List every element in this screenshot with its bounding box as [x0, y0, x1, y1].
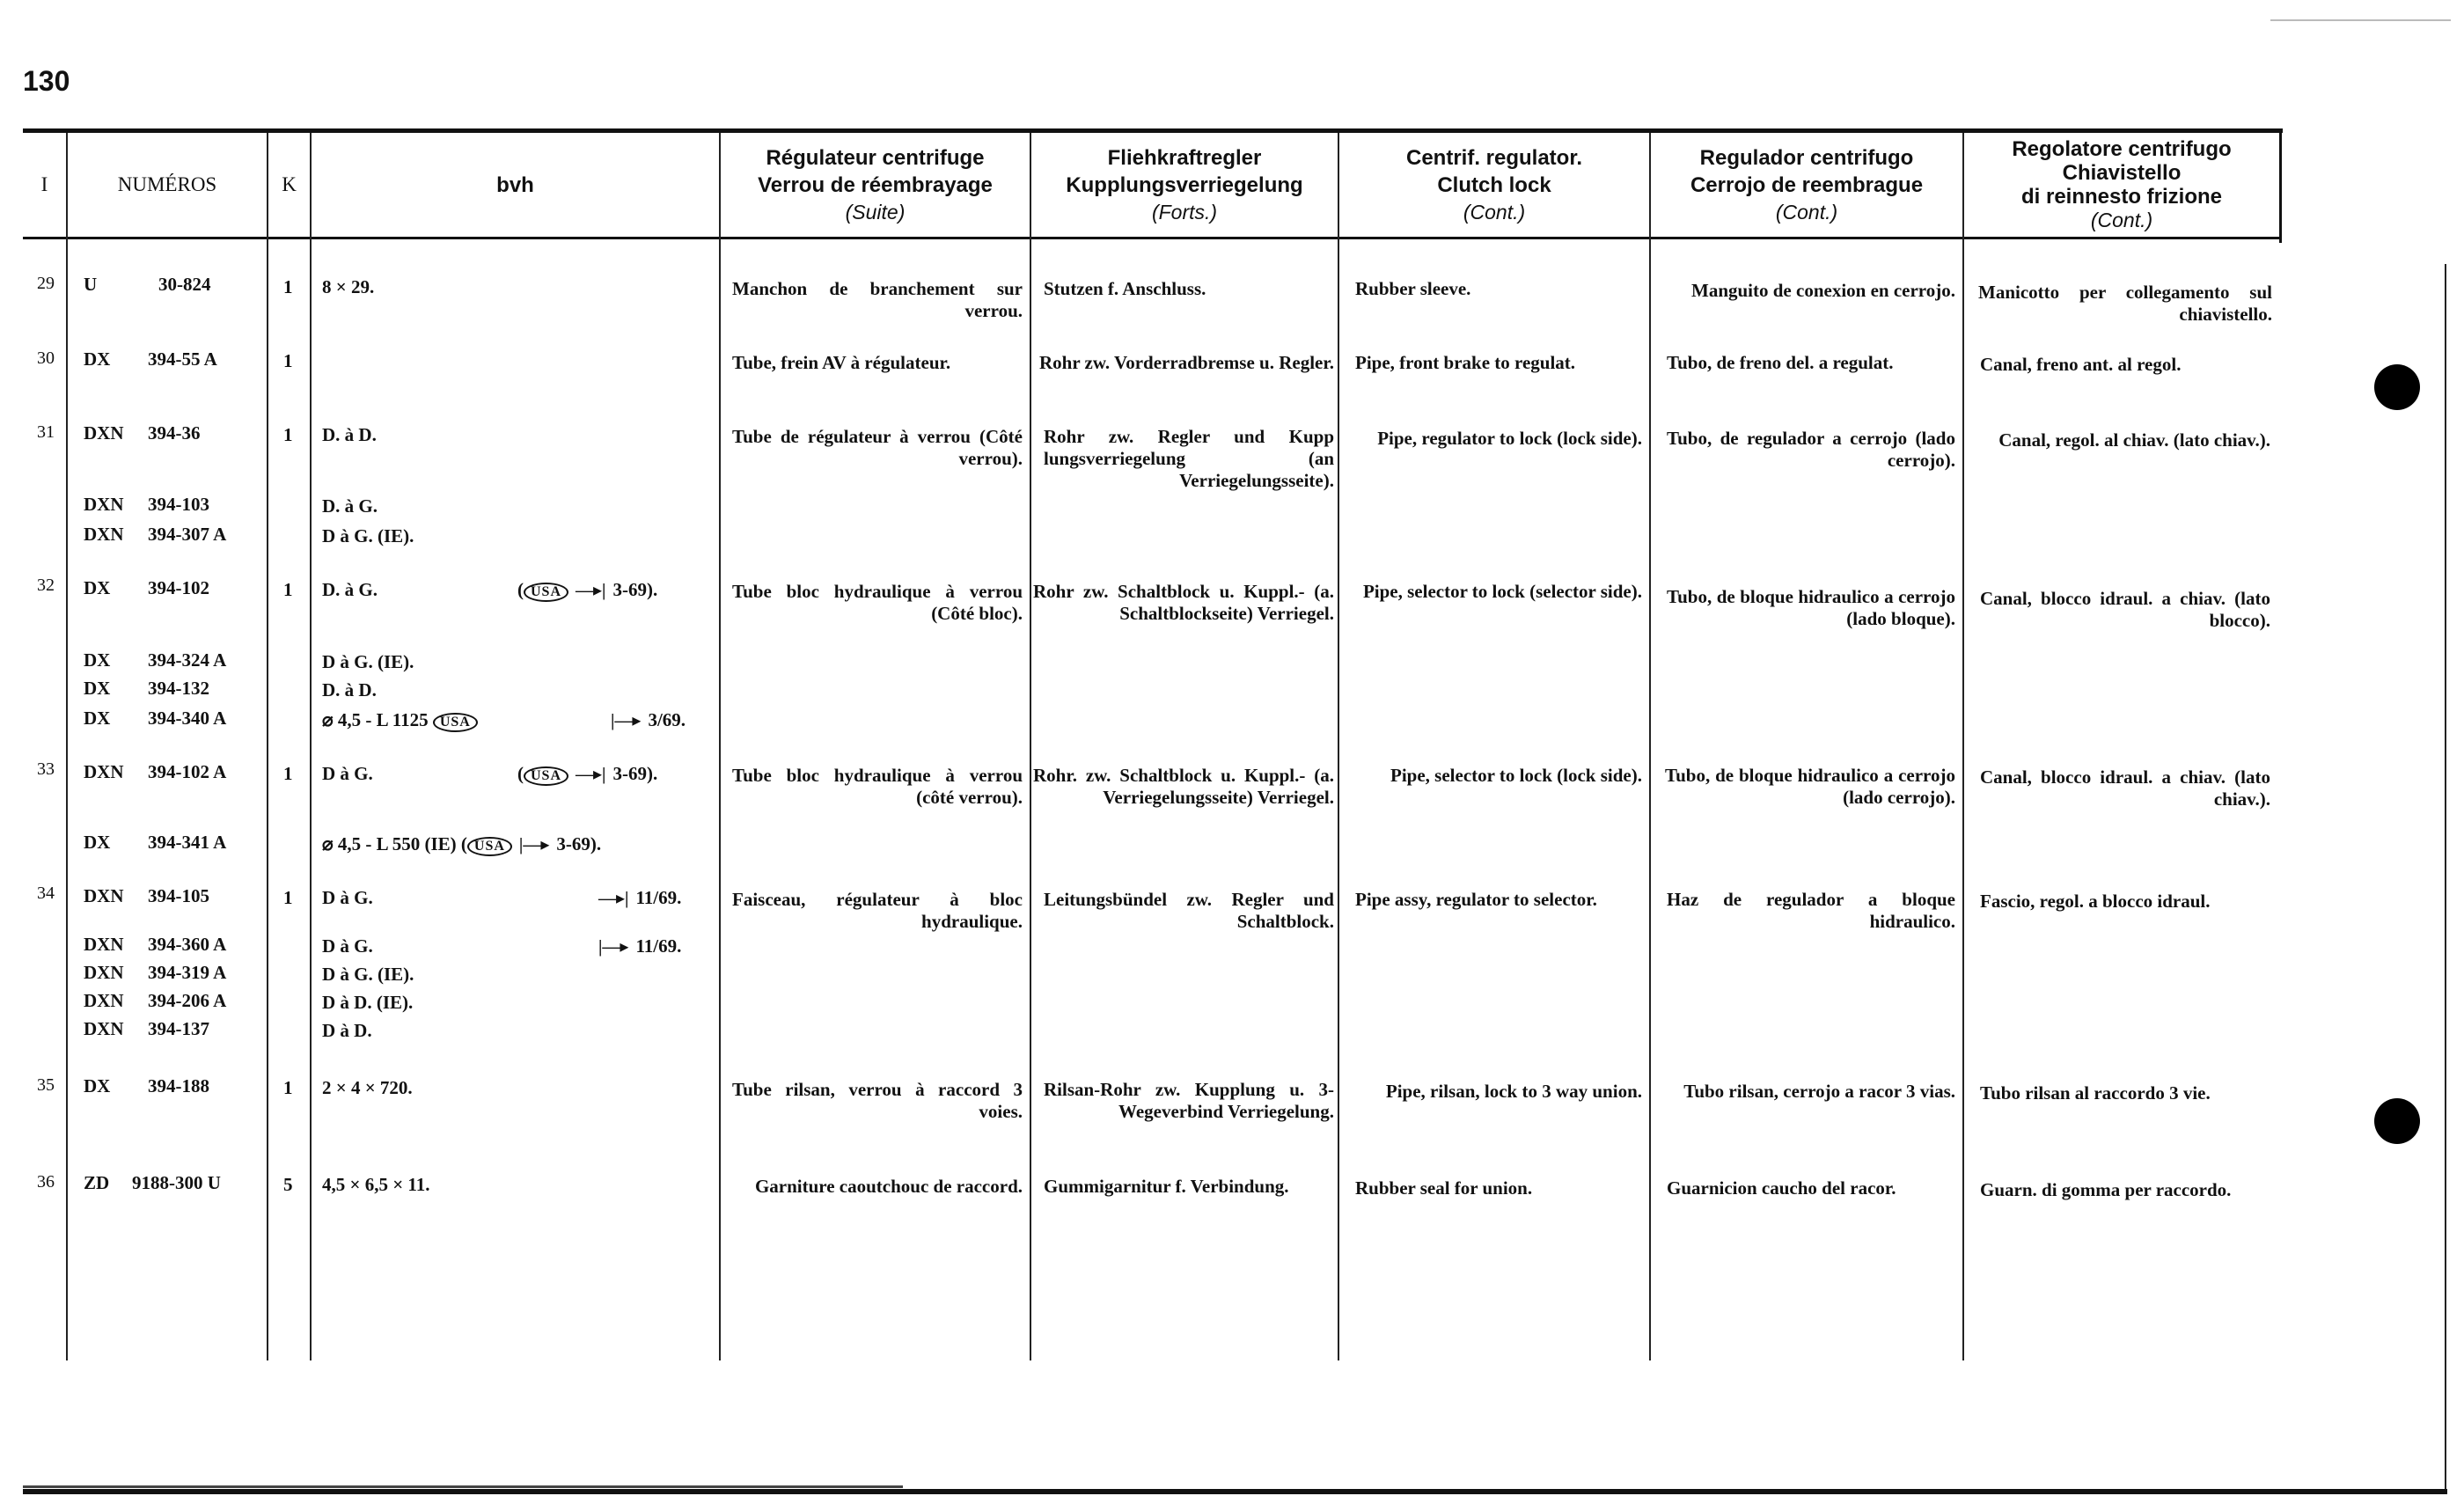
header-french: Régulateur centrifuge Verrou de réembrayage (Suite): [758, 145, 993, 224]
part-prefix: DXN: [84, 990, 124, 1011]
part-prefix: DXN: [84, 494, 124, 515]
bvh-spec: D. à G.: [322, 579, 378, 600]
desc-spanish: Tubo, de bloque hidraulico a cerrojo (lado bloque).: [1667, 586, 1955, 629]
header-k: K: [282, 173, 297, 195]
part-number: 394-102 A: [148, 761, 227, 782]
usa-badge: USA: [524, 583, 568, 602]
part-number: 394-188: [148, 1075, 209, 1096]
desc-french: Tube de régulateur à verrou (Côté verrou).: [732, 426, 1023, 469]
bvh-spec: D à G. (IE).: [322, 651, 414, 672]
part-prefix: DXN: [84, 962, 124, 983]
row-index: 35: [37, 1075, 55, 1095]
part-number: 394-55 A: [148, 348, 217, 370]
part-prefix: DXN: [84, 885, 124, 906]
header-numeros: NUMÉROS: [117, 173, 217, 195]
desc-english: Rubber seal for union.: [1355, 1177, 1533, 1199]
desc-french: Manchon de branchement sur verrou.: [732, 278, 1023, 321]
desc-spanish: Tubo, de regulador a cerrojo (lado cerrojo).: [1667, 428, 1955, 471]
arrow-to-bar-icon: —▸|: [576, 581, 606, 600]
col-divider: [1962, 133, 1964, 1360]
row-index: 32: [37, 576, 55, 595]
date-note: —▸| 11/69.: [598, 887, 682, 908]
desc-spanish: Manguito de conexion en cerrojo.: [1691, 280, 1955, 301]
page-number: 130: [23, 65, 70, 97]
part-prefix: DXN: [84, 524, 124, 545]
part-number: 394-102: [148, 577, 209, 598]
table-right-edge: [2279, 128, 2282, 243]
part-prefix: DX: [84, 649, 111, 671]
header-german: Fliehkraftregler Kupplungsverriegelung (Forts.): [1066, 145, 1303, 224]
header-spanish: Regulador centrifugo Cerrojo de reembrague (Cont.): [1690, 145, 1924, 224]
bvh-spec: 4,5 × 6,5 × 11.: [322, 1174, 430, 1195]
desc-italian: Canal, blocco idraul. a chiav. (lato blocco).: [1980, 588, 2270, 631]
part-prefix: DX: [84, 1075, 111, 1096]
desc-french: Tube bloc hydraulique à verrou (Côté bloc).: [732, 581, 1023, 624]
usa-note: ( USA —▸| 3-69).: [517, 763, 658, 784]
part-number: 394-324 A: [148, 649, 227, 671]
part-number: 394-132: [148, 678, 209, 699]
bvh-spec: ⌀ 4,5 - L 1125 USA: [322, 709, 478, 732]
desc-french: Tube, frein AV à régulateur.: [732, 352, 951, 373]
arrow-to-bar-icon: —▸|: [598, 889, 629, 908]
header-index: I: [40, 173, 48, 195]
desc-french: Faisceau, régulateur à bloc hydraulique.: [732, 889, 1023, 932]
desc-english: Pipe, rilsan, lock to 3 way union.: [1385, 1081, 1642, 1102]
bvh-spec: D. à G.: [322, 495, 378, 517]
desc-spanish: Tubo rilsan, cerrojo a racor 3 vias.: [1683, 1081, 1955, 1102]
part-prefix: DX: [84, 832, 111, 853]
part-number: 394-307 A: [148, 524, 227, 545]
date-note: |—▸ 3/69.: [611, 709, 686, 730]
bvh-spec: D à G.: [322, 935, 373, 957]
bottom-rule: [23, 1489, 2447, 1494]
quantity: 1: [283, 887, 293, 908]
part-prefix: U: [84, 274, 98, 295]
quantity: 5: [283, 1174, 293, 1195]
desc-italian: Canal, freno ant. al regol.: [1980, 354, 2182, 375]
page-right-edge: [2445, 264, 2446, 1492]
bvh-spec: D à G. (IE).: [322, 964, 414, 985]
part-number: 394-105: [148, 885, 209, 906]
quantity: 1: [283, 276, 293, 297]
bvh-spec: D à G.: [322, 763, 373, 784]
col-divider: [1030, 133, 1031, 1360]
desc-german: Rohr zw. Regler und Kupp lungsverriegelung (an Verriegelungsseite).: [1044, 426, 1334, 491]
desc-italian: Tubo rilsan al raccordo 3 vie.: [1980, 1082, 2211, 1104]
desc-german: Leitungsbündel zw. Regler und Schaltblock.: [1044, 889, 1334, 932]
bar-to-arrow-icon: |—▸: [611, 711, 642, 730]
row-index: 34: [37, 884, 55, 903]
bvh-spec: D à D. (IE).: [322, 992, 414, 1013]
desc-english: Pipe, selector to lock (lock side).: [1390, 765, 1642, 786]
col-divider: [1649, 133, 1651, 1360]
desc-german: Rilsan-Rohr zw. Kupplung u. 3-Wegeverbind Verriegelung.: [1044, 1079, 1334, 1122]
usa-badge: USA: [433, 713, 478, 732]
desc-english: Pipe, front brake to regulat.: [1355, 352, 1576, 373]
desc-italian: Canal, regol. al chiav. (lato chiav.).: [1998, 429, 2270, 451]
part-number: 394-319 A: [148, 962, 227, 983]
date-note: |—▸ 11/69.: [598, 935, 682, 957]
arrow-to-bar-icon: —▸|: [576, 765, 606, 784]
desc-english: Pipe, regulator to lock (lock side).: [1377, 428, 1642, 449]
desc-french: Tube rilsan, verrou à raccord 3 voies.: [732, 1079, 1023, 1122]
col-divider: [1338, 133, 1339, 1360]
desc-german: Rohr. zw. Schaltblock u. Kuppl.- (a. Verriegelungsseite) Verriegel.: [1033, 765, 1334, 808]
desc-italian: Canal, blocco idraul. a chiav. (lato chiav.).: [1980, 766, 2270, 810]
bottom-rule-inner: [23, 1485, 903, 1488]
punch-hole: [2374, 1098, 2420, 1144]
top-rule: [2270, 19, 2451, 21]
punch-hole: [2374, 364, 2420, 410]
bvh-spec: 2 × 4 × 720.: [322, 1077, 413, 1098]
part-number: 394-360 A: [148, 934, 227, 955]
quantity: 1: [283, 424, 293, 445]
part-number: 394-36: [148, 422, 201, 444]
part-number: 394-340 A: [148, 708, 227, 729]
part-prefix: DXN: [84, 761, 124, 782]
header-english: Centrif. regulator. Clutch lock (Cont.): [1405, 145, 1583, 224]
desc-german: Rohr zw. Schaltblock u. Kuppl.- (a. Schaltblockseite) Verriegel.: [1033, 581, 1334, 624]
quantity: 1: [283, 579, 293, 600]
desc-italian: Fascio, regol. a blocco idraul.: [1980, 891, 2211, 912]
bvh-spec: D à G. (IE).: [322, 525, 414, 546]
bvh-spec: D. à D.: [322, 424, 377, 445]
part-number: 394-341 A: [148, 832, 227, 853]
col-divider: [310, 133, 312, 1360]
row-index: 31: [37, 422, 55, 442]
row-index: 36: [37, 1172, 55, 1192]
desc-english: Rubber sleeve.: [1355, 278, 1471, 299]
desc-english: Pipe assy, regulator to selector.: [1355, 889, 1597, 910]
usa-badge: USA: [524, 766, 568, 786]
col-divider: [267, 133, 268, 1360]
part-prefix: DXN: [84, 934, 124, 955]
part-number: 394-103: [148, 494, 209, 515]
desc-german: Rohr zw. Vorderradbremse u. Regler.: [1038, 352, 1334, 373]
bvh-spec: D. à D.: [322, 679, 377, 700]
part-prefix: DXN: [84, 1018, 124, 1039]
desc-italian: Guarn. di gomma per raccordo.: [1980, 1179, 2232, 1200]
desc-spanish: Tubo, de bloque hidraulico a cerrojo (lado cerrojo).: [1665, 765, 1955, 808]
desc-german: Stutzen f. Anschluss.: [1044, 278, 1206, 299]
bvh-spec: D à D.: [322, 1020, 372, 1041]
part-number: 9188-300 U: [132, 1172, 221, 1193]
part-prefix: DX: [84, 678, 111, 699]
row-index: 33: [37, 759, 55, 779]
part-prefix: DX: [84, 708, 111, 729]
bvh-spec: 8 × 29.: [322, 276, 375, 297]
quantity: 1: [283, 763, 293, 784]
quantity: 1: [283, 350, 293, 371]
desc-english: Pipe, selector to lock (selector side).: [1362, 581, 1642, 602]
bvh-spec: D à G.: [322, 887, 373, 908]
desc-spanish: Haz de regulador a bloque hidraulico.: [1667, 889, 1955, 932]
part-number: 30-824: [158, 274, 211, 295]
desc-german: Gummigarnitur f. Verbindung.: [1044, 1176, 1289, 1197]
col-divider: [66, 133, 68, 1360]
desc-spanish: Tubo, de freno del. a regulat.: [1667, 352, 1894, 373]
part-number: 394-206 A: [148, 990, 227, 1011]
bvh-spec: ⌀ 4,5 - L 550 (IE) ( USA |—▸ 3-69).: [322, 833, 602, 854]
header-rule: [23, 237, 2281, 239]
header-italian: Regolatore centrifugo Chiavistello di reinnesto frizione (Cont.): [2012, 137, 2232, 231]
desc-italian: Manicotto per collegamento sul chiavistello.: [1978, 282, 2272, 325]
bar-to-arrow-icon: |—▸: [598, 937, 629, 957]
usa-badge: USA: [467, 837, 512, 856]
part-prefix: DXN: [84, 422, 124, 444]
col-divider: [719, 133, 721, 1360]
header-bvh: bvh: [496, 172, 534, 197]
part-prefix: DX: [84, 577, 111, 598]
bar-to-arrow-icon: |—▸: [518, 835, 550, 854]
row-index: 30: [37, 348, 55, 368]
part-prefix: DX: [84, 348, 111, 370]
part-number: 394-137: [148, 1018, 209, 1039]
row-index: 29: [37, 274, 55, 293]
desc-french: Tube bloc hydraulique à verrou (côté verrou).: [732, 765, 1023, 808]
desc-french: Garniture caoutchouc de raccord.: [754, 1176, 1023, 1197]
quantity: 1: [283, 1077, 293, 1098]
part-prefix: ZD: [84, 1172, 110, 1193]
usa-note: ( USA —▸| 3-69).: [517, 579, 658, 600]
desc-spanish: Guarnicion caucho del racor.: [1667, 1177, 1896, 1199]
